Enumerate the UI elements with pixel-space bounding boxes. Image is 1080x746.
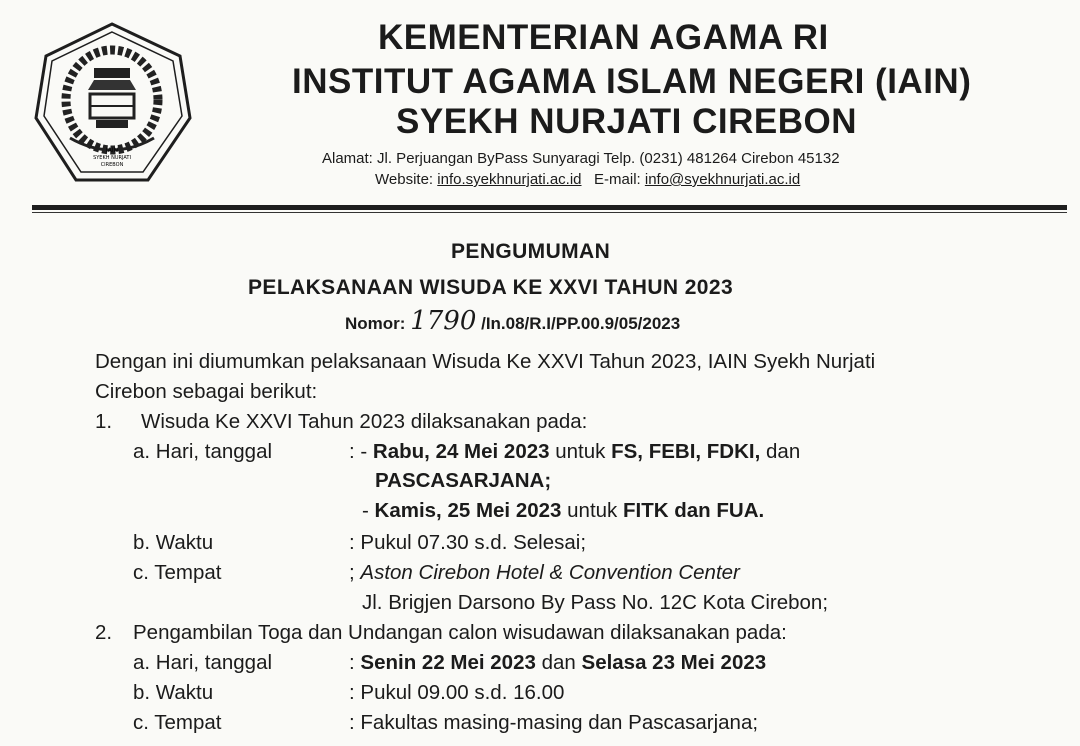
item-1-text: Wisuda Ke XXVI Tahun 2023 dilaksanakan pada:	[141, 410, 588, 433]
faculties-1: FS, FEBI, FDKI,	[611, 440, 761, 463]
dash: -	[362, 499, 369, 522]
item-1c-label: c. Tempat	[133, 561, 222, 584]
item-2a-value	[349, 651, 766, 675]
item-2c-value: : Fakultas masing-masing dan Pascasarjana;	[349, 711, 759, 734]
colon: :	[349, 651, 355, 674]
website-link[interactable]: info.syekhnurjati.ac.id	[437, 171, 582, 188]
nomor-code: /In.08/R.I/PP.00.9/05/2023	[481, 314, 681, 333]
intro-line-1: Dengan ini diumumkan pelaksanaan Wisuda Ke XXVI Tahun 2023, IAIN Syekh Nurjati	[95, 350, 876, 373]
intro-line-2: Cirebon sebagai berikut:	[95, 380, 318, 403]
connector: dan	[766, 440, 801, 463]
connector: dan	[541, 651, 576, 674]
item-2-text: Pengambilan Toga dan Undangan calon wisudawan dilaksanakan pada:	[133, 621, 787, 644]
item-2-number: 2.	[95, 621, 113, 644]
item-2b-value: : Pukul 09.00 s.d. 16.00	[349, 681, 565, 704]
address-line: Alamat: Jl. Perjuangan ByPass Sunyaragi Telp. (0231) 481264 Cirebon 45132	[322, 150, 840, 167]
header-divider-thin	[32, 212, 1067, 213]
letterhead-line-1: KEMENTERIAN AGAMA RI	[378, 18, 829, 57]
colon-dash: : -	[349, 440, 368, 463]
document-title: PENGUMUMAN	[451, 240, 611, 263]
item-1a-value-line-1	[349, 440, 800, 464]
item-2c-label: c. Tempat	[133, 711, 222, 734]
item-1b-value: : Pukul 07.30 s.d. Selesai;	[349, 531, 587, 554]
item-1-number: 1.	[95, 410, 113, 433]
connector: untuk	[567, 499, 618, 522]
item-1b-label: b. Waktu	[133, 531, 214, 554]
faculties-2: FITK dan FUA.	[623, 499, 765, 522]
email-label: E-mail:	[594, 171, 641, 188]
item-1a-label: a. Hari, tanggal	[133, 440, 273, 463]
venue-name: Aston Cirebon Hotel & Convention Center	[360, 561, 740, 584]
handwritten-number: 1790	[410, 306, 477, 336]
header-divider-thick	[32, 205, 1067, 210]
item-1a-value-line-3	[362, 499, 764, 523]
logo-text: CIREBON	[100, 162, 124, 168]
iain-logo	[30, 20, 195, 185]
date-start: Senin 22 Mei 2023	[360, 651, 536, 674]
colon: ;	[349, 561, 355, 584]
email-link[interactable]: info@syekhnurjati.ac.id	[644, 171, 801, 188]
nomor-label: Nomor:	[345, 314, 406, 333]
document-number	[345, 306, 680, 336]
letterhead-line-3: SYEKH NURJATI CIREBON	[396, 102, 858, 141]
item-2a-label: a. Hari, tanggal	[133, 651, 273, 674]
website-label: Website:	[375, 171, 434, 188]
item-1a-value-line-2: PASCASARJANA;	[375, 469, 552, 492]
connector: untuk	[555, 440, 606, 463]
document-subtitle: PELAKSANAAN WISUDA KE XXVI TAHUN 2023	[248, 276, 734, 299]
item-2b-label: b. Waktu	[133, 681, 214, 704]
letterhead-line-2: INSTITUT AGAMA ISLAM NEGERI (IAIN)	[292, 62, 972, 101]
contact-line	[375, 171, 800, 188]
date-2: Kamis, 25 Mei 2023	[374, 499, 562, 522]
date-1: Rabu, 24 Mei 2023	[372, 440, 550, 463]
logo-text: IAIN	[105, 147, 119, 154]
item-1c-value-line-1	[349, 561, 740, 585]
item-1c-value-line-2: Jl. Brigjen Darsono By Pass No. 12C Kota Cirebon;	[362, 591, 829, 614]
date-end: Selasa 23 Mei 2023	[581, 651, 767, 674]
logo-text: SYEKH NURJATI	[93, 155, 131, 161]
